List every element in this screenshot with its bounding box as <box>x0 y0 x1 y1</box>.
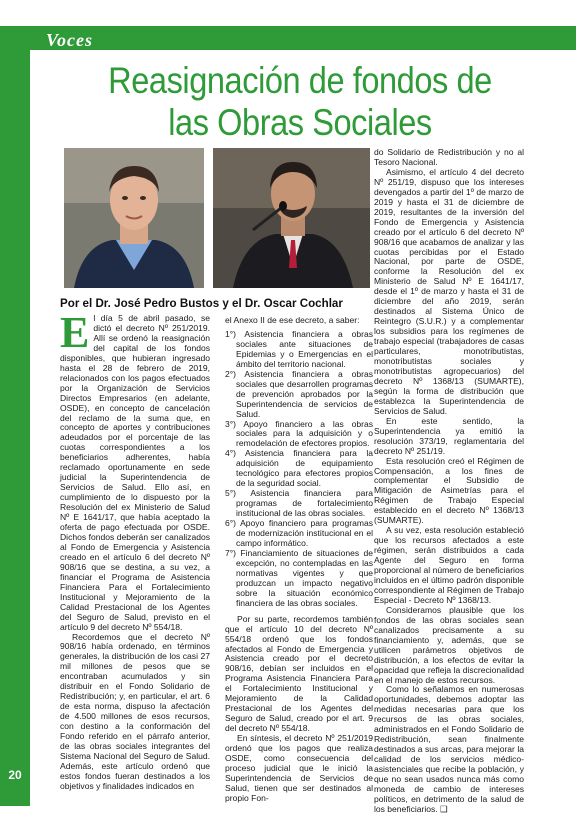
text-column-1 <box>60 308 210 792</box>
list-item: 4°) Asistencia financiera para la adquisición de equipamiento tecnológico para efectores propios de la seguridad social. <box>225 448 373 489</box>
paragraph: el Anexo II de ese decreto, a saber: <box>225 315 360 325</box>
paragraph: Asimismo, el artículo 4 del decreto Nº 251/19, dispuso que los intereses devengados a partir del 1º de marzo de 2019 y hasta el 31 de diciembre de 2019, resultantes de la inversión del Fondo de Emergencia y Asistencia creado por el artículo 6 del decreto Nº 908/16 que acabamos de analizar y las cuotas percibidas por el Estado Nacional, por parte de OSDE, conforme la Resolución del ex Ministerio de Salud Nº E 1641/17, desde el 1º de marzo y hasta el 31 de diciembre del año 2019, serán destinados al Sistema Único de Reintegro (S.U.R.) y a complementar los subsidios para los regímenes de trabajo especial (trabajadores de casas particulares, monotributistas, monotributistas sociales y monotributistas agropecuarios) del decreto Nº 1368/13 (SUMARTE), según la forma de distribución que establezca la Superintendencia de Servicios de Salud. <box>374 166 524 416</box>
author-photo-bustos <box>64 148 204 288</box>
section-header-bar <box>30 26 576 50</box>
paragraph: Recordemos que el decreto Nº 908/16 había ordenado, en términos generales, la distribución de los casi 27 mil millones de pesos que se encontraban acumulados y sin distribuir en el Fondo Solidario de Redistribución; y, en particular, el art. 6 de esta norma, dispuso la afectación de 4.500 millones de esos recursos, con destino a la conformación del Fondo referido en el párrafo anterior, de las obras sociales integrantes del Sistema Nacional del Seguro de Salud. Además, este artículo ordenó que estos fondos fueran destinados a los objetivos y finalidades indicados en <box>60 631 210 791</box>
list-item: 5°) Asistencia financiera para programas de fortalecimiento institucional de las obras sociales. <box>225 488 373 519</box>
paragraph: Por su parte, recordemos también que el artículo 10 del decreto Nº 554/18 ordenó que los fondos afectados al Fondo de Emergencia y Asistencia creado por el decreto 908/16, debían ser incluidos en el Programa Asistencia Financiera Para el Fortalecimiento Institucional y Mejoramiento de la Calidad Prestacional de los Agentes del Seguro de Salud, creado por el art. 9 del decreto Nº 554/18. <box>225 613 373 734</box>
page-number: 20 <box>8 768 22 782</box>
paragraph: En síntesis, el decreto Nº 251/2019 ordenó que los pagos que realiza OSDE, como consecuencia del proceso judicial que le inició la Superintendencia de Servicios de Salud, tienen que ser destinados al propio Fon- <box>225 733 373 803</box>
article-title-line1: Reasignación de fondos de <box>108 60 492 101</box>
list-item: 1°) Asistencia financiera a obras sociales ante situaciones de Epidemias y o Emergencias en el ámbito del territorio nacional. <box>225 328 373 369</box>
text-column-2 <box>225 316 373 804</box>
side-band <box>0 26 30 806</box>
list-item: 2°) Asistencia financiera a obras sociales que desarrollen programas de prevención aprobados por la Superintendencia de servicios de Salud. <box>225 368 373 419</box>
paragraph: A su vez, esta resolución estableció que los recursos afectados a este régimen, serán distribuidos a cada Agente del Seguro en forma proporcional al número de beneficiarios incluidos en el último padrón disponible correspondiente al Régimen de Trabajo Especial - Decreto Nº 1368/13. <box>374 525 524 605</box>
author-byline: Por el Dr. José Pedro Bustos y el Dr. Oscar Cochlar <box>60 297 343 310</box>
text-column-3 <box>374 148 524 815</box>
author-photo-cochlar <box>213 148 370 288</box>
list-item: 7°) Financiamiento de situaciones de excepción, no contempladas en las normativas vigentes y que produzcan un impacto negativo sobre la situación económico financiera de las obras sociales. <box>225 547 373 608</box>
list-item: 6°) Apoyo financiero para programas de modernización institucional en el campo informático. <box>225 518 373 548</box>
article-title-line2: las Obras Sociales <box>168 102 432 143</box>
drop-cap: E <box>60 308 90 357</box>
paragraph: Como lo señalamos en numerosas oportunidades, debemos adoptar las medidas necesarias para que los recursos de las obras sociales, administrados en el Fondo Solidario de Redistribución, sean finalmente destinados a sus arcas, para mejorar la calidad de los servicios médico-asistenciales que recibe la población, y que no sean usados nunca más como moneda de cambio de intereses políticos, en detrimento de la salud de los beneficiarios. ❑ <box>374 684 524 814</box>
section-label: Voces <box>46 30 93 50</box>
paragraph: En este sentido, la Superintendencia ya emitió la resolución 373/19, reglamentaria del decreto Nº 251/19. <box>374 415 524 456</box>
list-item: 3°) Apoyo financiero a las obras sociales para la adquisición y o remodelación de efectores propios. <box>225 418 373 449</box>
objectives-list <box>225 330 373 609</box>
paragraph: do Solidario de Redistribución y no al Tesoro Nacional. <box>374 147 524 167</box>
paragraph: Esta resolución creó el Régimen de Compensación, a los fines de complementar el Subsidio de Mitigación de Asimetrías para el Régimen de Trabajo Especial establecido en el decreto Nº 1368/13 (SUMARTE). <box>374 455 524 526</box>
paragraph: Consideramos plausible que los fondos de las obras sociales sean canalizados precisamente a su financiamiento y, además, que se utilicen parámetros objetivos de distribución, a los efectos de evitar la opacidad que refleja la discrecionalidad en el manejo de estos recursos. <box>374 604 524 685</box>
paragraph: l día 5 de abril pasado, se dictó el decreto Nº 251/2019. Allí se ordenó la reasignación del capital de los fondos disponibles, que hubieran ingresado hasta el 28 de febrero de 2019, relacionados con los pagos efectuados por la Organización de Servicios Directos Empresarios (en adelante, OSDE), en concepto de cancelación del reclamo de la suma que, en concepto de aportes y contribuciones adeudados por el porcentaje de las cuotas correspondientes a los beneficiarios adherentes, había reclamado oportunamente en sede judicial la Superintendencia de Servicios de Salud. Ello así, en cumplimiento de lo dispuesto por la Resolución del ex Ministerio de Salud Nº E 1641/17, que había aceptado la oferta de pago efectuada por OSDE. Dichos fondos deberán ser canalizados al Fondo de Emergencia y Asistencia creado en el artículo 6 del decreto Nº 908/16 que se destina, a su vez, a financiar el Programa de Asistencia Financiera Para el Fortalecimiento Institucional y Mejoramiento de la Calidad Prestacional de los Agentes del Seguro de Salud, previsto en el artículo 9 del decreto Nº 554/18. <box>60 313 210 632</box>
